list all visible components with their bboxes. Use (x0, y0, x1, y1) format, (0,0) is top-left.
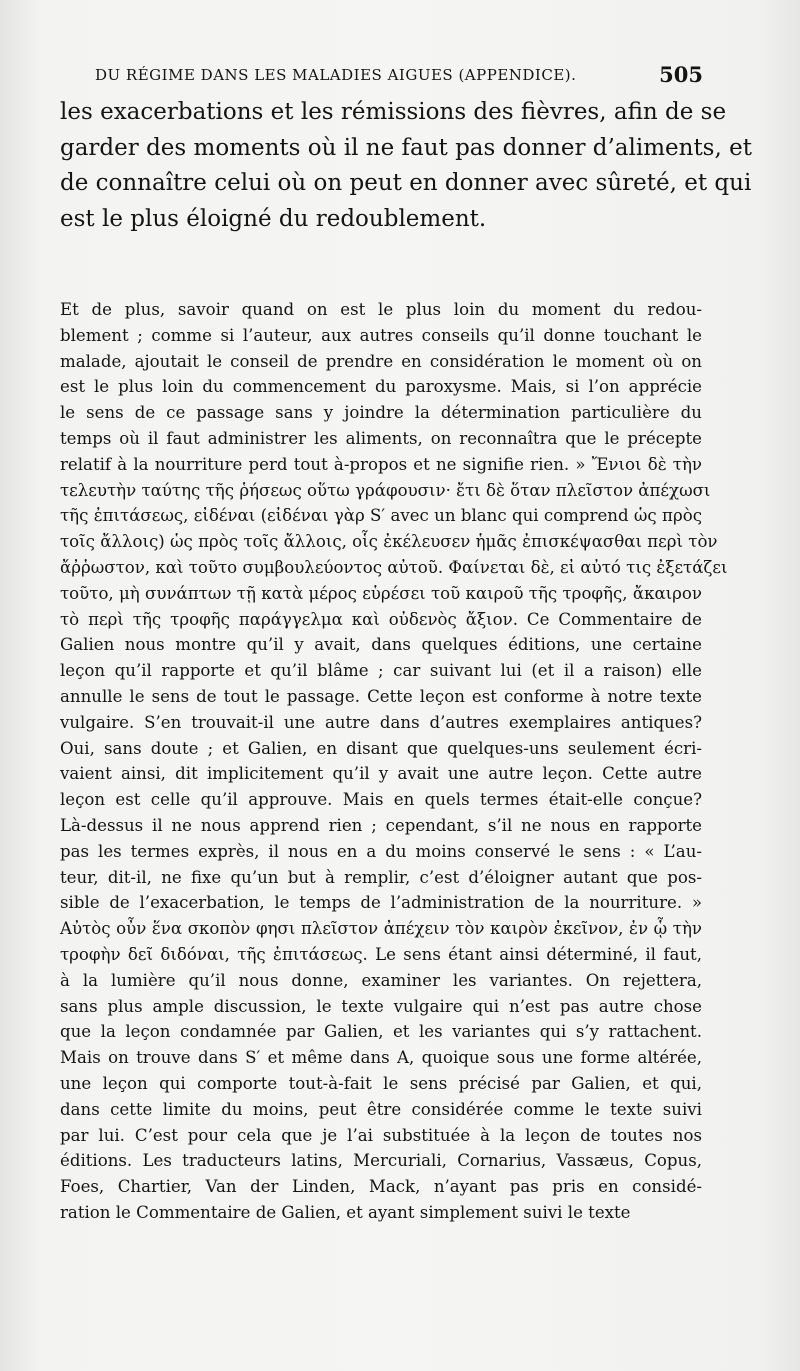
main-text-line: de connaître celui où on peut en donner avec sûreté, et qui (60, 170, 752, 196)
main-text-line: garder des moments où il ne faut pas donner d’aliments, et (60, 134, 752, 161)
note-line: Galien nous montre qu’il y avait, dans quelques éditions, une certaine (60, 635, 702, 655)
main-text (60, 95, 752, 237)
note-line: τροφὴν δεῖ διδόναι, τῆς ἐπιτάσεως. Le sens étant ainsi déterminé, il faut, (60, 944, 702, 964)
commentary-note (60, 297, 728, 1226)
note-line: le sens de ce passage sans y joindre la détermination particulière du (60, 403, 702, 423)
note-line: Oui, sans doute ; et Galien, en disant que quelques-uns seulement écri- (60, 738, 702, 758)
note-line: vulgaire. S’en trouvait-il une autre dans d’autres exemplaires antiques? (60, 712, 702, 732)
main-text-line: est le plus éloigné du redoublement. (60, 205, 487, 232)
note-line: sible de l’exacerbation, le temps de l’administration de la nourriture. » (60, 893, 702, 913)
main-text-line: les exacerbations et les rémissions des fièvres, afin de se (60, 99, 727, 125)
note-line: Foes, Chartier, Van der Linden, Mack, n’ayant pas pris en considé- (60, 1177, 702, 1197)
page-header (95, 62, 703, 92)
page-number: 505 (659, 62, 703, 87)
note-line: temps où il faut administrer les aliments, on reconnaîtra que le précepte (60, 428, 702, 448)
note-line: relatif à la nourriture perd tout à-propos et ne signifie rien. » Ἔνιοι δὲ τὴν (60, 454, 702, 474)
note-line: est le plus loin du commencement du paroxysme. Mais, si l’on apprécie (60, 377, 702, 397)
note-line: pas les termes exprès, il nous en a du moins conservé le sens : « L’au- (60, 841, 702, 861)
note-line: à la lumière qu’il nous donne, examiner les variantes. On rejettera, (60, 970, 702, 990)
note-line: vaient ainsi, dit implicitement qu’il y avait une autre leçon. Cette autre (60, 764, 702, 784)
note-line: teur, dit-il, ne fixe qu’un but à remplir, c’est d’éloigner autant que pos- (60, 867, 702, 887)
note-line: éditions. Les traducteurs latins, Mercuriali, Cornarius, Vassæus, Copus, (60, 1151, 702, 1171)
note-line: annulle le sens de tout le passage. Cette leçon est conforme à notre texte (60, 686, 702, 706)
note-line: malade, ajoutait le conseil de prendre en considération le moment où on (60, 351, 702, 371)
note-line: Et de plus, savoir quand on est le plus loin du moment du redou- (60, 300, 702, 319)
note-line: leçon qu’il rapporte et qu’il blâme ; car suivant lui (et il a raison) elle (60, 661, 702, 681)
note-line: Là-dessus il ne nous apprend rien ; cependant, s’il ne nous en rapporte (60, 815, 702, 835)
note-line: une leçon qui comporte tout-à-fait le sens précisé par Galien, et qui, (60, 1073, 702, 1093)
note-line: τῆς ἐπιτάσεως, εἰδέναι (εἰδέναι γὰρ S′ avec un blanc qui comprend ὡς πρὸς (60, 506, 702, 526)
note-line: Αὐτὸς οὖν ἕνα σκοπὸν φησι πλεῖστον ἀπέχειν τὸν καιρὸν ἐκεῖνον, ἐν ᾧ τὴν (60, 919, 702, 939)
note-line: leçon est celle qu’il approuve. Mais en quels termes était-elle conçue? (60, 790, 702, 810)
note-line: blement ; comme si l’auteur, aux autres conseils qu’il donne touchant le (60, 325, 702, 345)
note-line: Mais on trouve dans S′ et même dans A, quoique sous une forme altérée, (60, 1048, 702, 1068)
note-line: τοῦτο, μὴ συνάπτων τῇ κατὰ μέρος εὑρέσει τοῦ καιροῦ τῆς τροφῆς, ἄκαιρον (60, 583, 702, 603)
note-line: τοῖς ἄλλοις) ὡς πρὸς τοῖς ἄλλοις, οἷς ἐκέλευσεν ἡμᾶς ἐπισκέψασθαι περὶ τὸν (60, 532, 718, 552)
note-line: ἄῤῥωστον, καὶ τοῦτο συμβουλεύοντος αὐτοῦ. Φαίνεται δὲ, εἰ αὐτό τις ἐξετάζει (60, 557, 728, 577)
note-line: sans plus ample discussion, le texte vulgaire qui n’est pas autre chose (60, 996, 702, 1016)
note-line: ration le Commentaire de Galien, et ayant simplement suivi le texte (60, 1202, 631, 1222)
note-line: que la leçon condamnée par Galien, et les variantes qui s’y rattachent. (60, 1022, 702, 1042)
note-line: dans cette limite du moins, peut être considérée comme le texte suivi (60, 1099, 702, 1119)
note-line: par lui. C’est pour cela que je l’ai substituée à la leçon de toutes nos (60, 1125, 702, 1145)
note-line: τελευτὴν ταύτης τῆς ῥήσεως οὕτω γράφουσιν· ἔτι δὲ ὅταν πλεῖστον ἀπέχωσι (60, 480, 711, 500)
note-line: τὸ περὶ τῆς τροφῆς παράγγελμα καὶ οὐδενὸς ἄξιον. Ce Commentaire de (60, 609, 702, 629)
running-head: DU RÉGIME DANS LES MALADIES AIGUES (APPENDICE). (95, 66, 577, 84)
